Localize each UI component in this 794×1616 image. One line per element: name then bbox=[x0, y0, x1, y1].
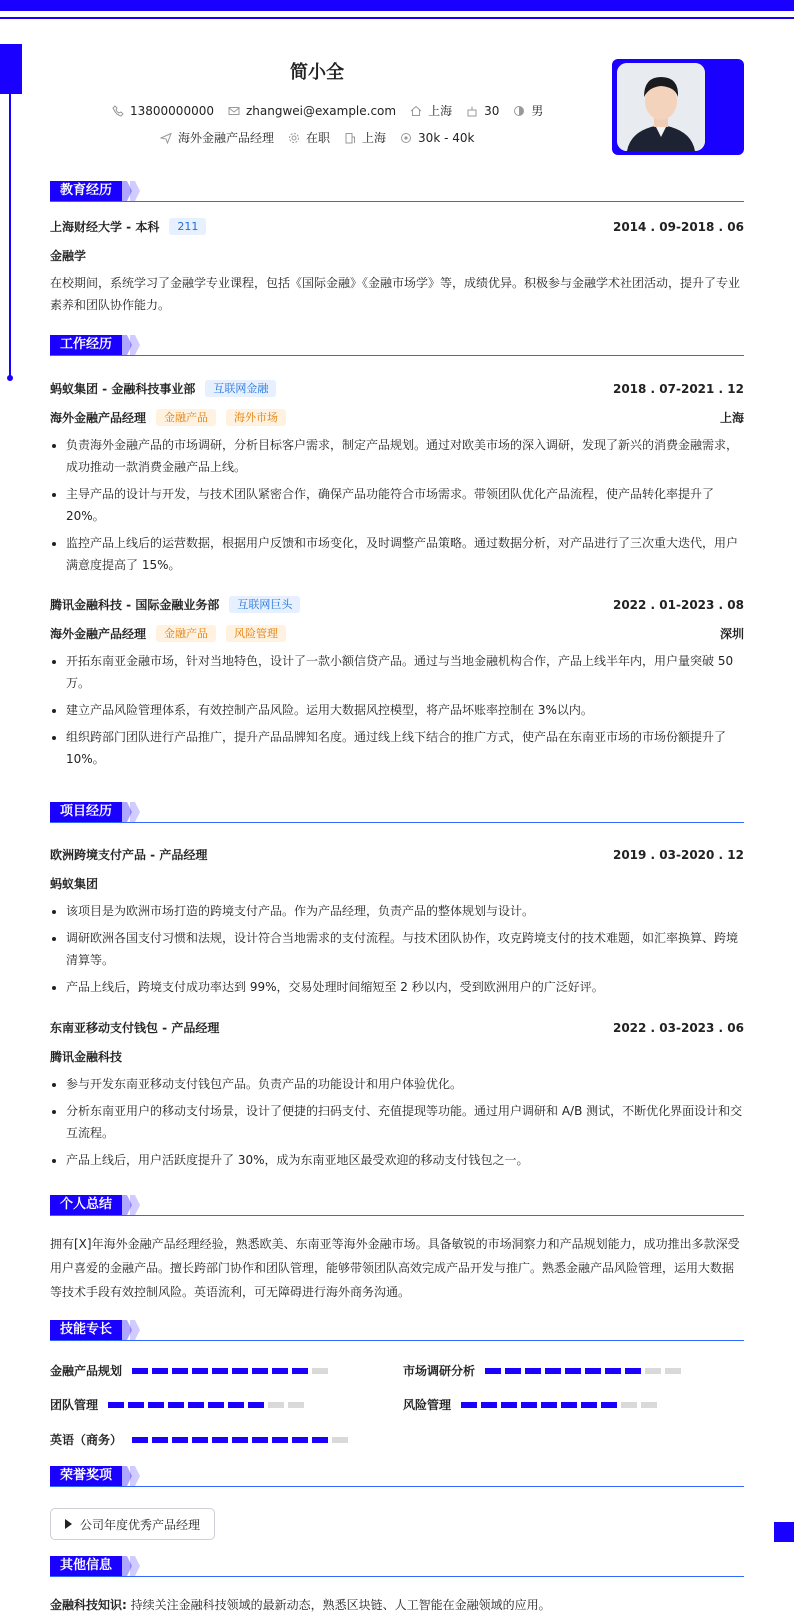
contact-row bbox=[112, 102, 557, 119]
skill-level-segment bbox=[288, 1402, 304, 1408]
skill-level-segment bbox=[332, 1437, 348, 1443]
corner-accent-block bbox=[774, 1522, 794, 1542]
position-tag: 金融产品 bbox=[156, 625, 216, 642]
skill-level-segment bbox=[152, 1437, 168, 1443]
section-other bbox=[50, 1556, 744, 1580]
skill-level-segment bbox=[541, 1402, 557, 1408]
skill-level-segment bbox=[252, 1368, 268, 1374]
list-item: 调研欧洲各国支付习惯和法规，设计符合当地需求的支付流程。与技术团队协作，攻克跨境支付的技术难题，如汇率换算、跨境清算等。 bbox=[50, 927, 744, 971]
list-item: 组织跨部门团队进行产品推广，提升产品品牌知名度。通过线上线下结合的推广方式，使产品在东南亚市场的市场份额提升了 10%。 bbox=[50, 726, 744, 770]
section-title: 荣誉奖项 bbox=[50, 1466, 122, 1486]
salary-item: 30k - 40k bbox=[400, 131, 474, 145]
education-major: 金融学 bbox=[50, 249, 87, 263]
skill-level-segment bbox=[108, 1402, 124, 1408]
skill-level-segment bbox=[152, 1368, 168, 1374]
skill-item bbox=[50, 1362, 332, 1379]
other-text: 持续关注金融科技领域的最新动态，熟悉区块链、人工智能在金融领域的应用。 bbox=[130, 1598, 551, 1612]
skill-level-segment bbox=[212, 1368, 228, 1374]
skill-item bbox=[403, 1362, 685, 1379]
city-item: 上海 bbox=[344, 129, 386, 146]
chevron-decoration bbox=[130, 1556, 140, 1576]
skill-level-segment bbox=[248, 1402, 264, 1408]
chevron-decoration bbox=[130, 1320, 140, 1340]
skill-level-segment bbox=[525, 1368, 541, 1374]
skill-level-segment bbox=[172, 1437, 188, 1443]
skill-level-segment bbox=[272, 1437, 288, 1443]
age-item: 30 bbox=[466, 104, 499, 118]
skill-level-bar bbox=[485, 1368, 685, 1374]
skill-name: 金融产品规划 bbox=[50, 1364, 123, 1378]
section-education bbox=[50, 181, 744, 205]
skill-level-segment bbox=[561, 1402, 577, 1408]
summary-text: 拥有[X]年海外金融产品经理经验，熟悉欧美、东南亚等海外金融市场。具备敏锐的市场洞察力和产品规划能力，成功推出多款深受用户喜爱的金融产品。擅长跨部门协作和团队管理，能够带领团队高效完成产品开发与推广。熟悉金融产品风险管理，运用大数据等技术手段有效控制风险。英语流利，可无障碍进行海外商务沟通。 bbox=[50, 1237, 740, 1299]
section-skills bbox=[50, 1320, 744, 1344]
skill-level-segment bbox=[625, 1368, 641, 1374]
skill-level-segment bbox=[232, 1437, 248, 1443]
work-item-2-header bbox=[50, 596, 744, 613]
phone-item: 13800000000 bbox=[112, 104, 214, 118]
list-item: 产品上线后，用户活跃度提升了 30%，成为东南亚地区最受欢迎的移动支付钱包之一。 bbox=[50, 1149, 744, 1171]
other-info bbox=[50, 1596, 551, 1613]
skill-level-bar bbox=[108, 1402, 308, 1408]
skill-level-segment bbox=[208, 1402, 224, 1408]
list-item: 产品上线后，跨境支付成功率达到 99%，交易处理时间缩短至 2 秒以内，受到欧洲用户的广泛好评。 bbox=[50, 976, 744, 998]
work-date: 2022 . 01-2023 . 08 bbox=[612, 597, 744, 612]
list-item: 开拓东南亚金融市场，针对当地特色，设计了一款小额信贷产品。通过与当地金融机构合作，产品上线半年内，用户量突破 50 万。 bbox=[50, 650, 744, 694]
list-item: 建立产品风险管理体系，有效控制产品风险。运用大数据风控模型，将产品坏账率控制在 3%以内。 bbox=[50, 699, 744, 721]
position-title: 海外金融产品经理 bbox=[50, 627, 147, 641]
school-tag: 211 bbox=[169, 218, 206, 235]
section-title: 工作经历 bbox=[50, 335, 122, 355]
section-rule bbox=[50, 1215, 744, 1216]
section-title: 教育经历 bbox=[50, 181, 122, 201]
skill-level-segment bbox=[172, 1368, 188, 1374]
section-rule bbox=[50, 355, 744, 356]
skill-level-segment bbox=[292, 1368, 308, 1374]
position-title: 海外金融产品经理 bbox=[50, 411, 147, 425]
side-accent-dot bbox=[7, 375, 13, 381]
status-item: 在职 bbox=[288, 129, 330, 146]
skill-level-bar bbox=[132, 1368, 332, 1374]
skill-level-segment bbox=[481, 1402, 497, 1408]
skill-level-bar bbox=[461, 1402, 661, 1408]
building-icon bbox=[344, 132, 356, 144]
skill-level-segment bbox=[501, 1402, 517, 1408]
education-date: 2014 . 09-2018 . 06 bbox=[612, 219, 744, 234]
skill-level-segment bbox=[168, 1402, 184, 1408]
list-item: 主导产品的设计与开发，与技术团队紧密合作，确保产品功能符合市场需求。带领团队优化产品流程，使产品转化率提升了 20%。 bbox=[50, 483, 744, 527]
skill-level-segment bbox=[268, 1402, 284, 1408]
project-date: 2019 . 03-2020 . 12 bbox=[612, 847, 744, 862]
education-desc: 在校期间，系统学习了金融学专业课程，包括《国际金融》《金融市场学》等，成绩优异。积极参与金融学术社团活动，提升了专业素养和团队协作能力。 bbox=[50, 276, 741, 312]
skill-level-segment bbox=[585, 1368, 601, 1374]
skill-level-segment bbox=[312, 1368, 328, 1374]
section-rule bbox=[50, 1576, 744, 1577]
gear-icon bbox=[288, 132, 300, 144]
skill-level-segment bbox=[461, 1402, 477, 1408]
side-accent-line bbox=[9, 94, 11, 378]
company-tag: 互联网巨头 bbox=[229, 596, 300, 613]
project-org: 蚂蚁集团 bbox=[50, 877, 99, 891]
work-item-1-bullets bbox=[50, 434, 744, 581]
skill-level-segment bbox=[188, 1402, 204, 1408]
section-title: 个人总结 bbox=[50, 1195, 122, 1215]
skill-level-segment bbox=[605, 1368, 621, 1374]
gender-icon bbox=[513, 105, 525, 117]
skill-level-segment bbox=[665, 1368, 681, 1374]
list-item: 该项目是为欧洲市场打造的跨境支付产品。作为产品经理，负责产品的整体规划与设计。 bbox=[50, 900, 744, 922]
section-title: 其他信息 bbox=[50, 1556, 122, 1576]
skill-level-segment bbox=[148, 1402, 164, 1408]
skill-level-bar bbox=[132, 1437, 352, 1443]
chevron-decoration bbox=[130, 181, 140, 201]
company-name: 蚂蚁集团 - 金融科技事业部 bbox=[50, 382, 196, 396]
skill-level-segment bbox=[565, 1368, 581, 1374]
money-icon bbox=[400, 132, 412, 144]
chevron-decoration bbox=[130, 802, 140, 822]
home-icon bbox=[410, 105, 422, 117]
skill-level-segment bbox=[132, 1368, 148, 1374]
skill-level-segment bbox=[312, 1437, 328, 1443]
project-name: 欧洲跨境支付产品 - 产品经理 bbox=[50, 848, 208, 862]
gender-item: 男 bbox=[513, 102, 543, 119]
section-projects bbox=[50, 802, 744, 826]
position-tag: 海外市场 bbox=[226, 409, 286, 426]
work-item-2-bullets bbox=[50, 650, 744, 775]
section-rule bbox=[50, 1340, 744, 1341]
skill-item bbox=[50, 1431, 352, 1448]
skill-name: 市场调研分析 bbox=[403, 1364, 476, 1378]
chevron-decoration bbox=[130, 335, 140, 355]
section-rule bbox=[50, 201, 744, 202]
skill-level-segment bbox=[132, 1437, 148, 1443]
skill-name: 团队管理 bbox=[50, 1398, 99, 1412]
project-org: 腾讯金融科技 bbox=[50, 1050, 123, 1064]
email-item: zhangwei@example.com bbox=[228, 104, 396, 118]
list-item: 分析东南亚用户的移动支付场景，设计了便捷的扫码支付、充值提现等功能。通过用户调研和 A/B 测试，不断优化界面设计和交互流程。 bbox=[50, 1100, 744, 1144]
position-tag: 金融产品 bbox=[156, 409, 216, 426]
position-tag: 风险管理 bbox=[226, 625, 286, 642]
candidate-name: 简小全 bbox=[290, 62, 344, 83]
work-date: 2018 . 07-2021 . 12 bbox=[612, 381, 744, 396]
project-item-2-header bbox=[50, 1019, 744, 1036]
school-name: 上海财经大学 - 本科 bbox=[50, 220, 160, 234]
other-label: 金融科技知识: bbox=[50, 1598, 127, 1612]
chevron-decoration bbox=[130, 1466, 140, 1486]
skill-level-segment bbox=[192, 1368, 208, 1374]
section-title: 项目经历 bbox=[50, 802, 122, 822]
work-item-1-header bbox=[50, 380, 744, 397]
mail-icon bbox=[228, 105, 240, 117]
top-accent-bar bbox=[0, 0, 794, 11]
skill-level-segment bbox=[601, 1402, 617, 1408]
project-date: 2022 . 03-2023 . 06 bbox=[612, 1020, 744, 1035]
skill-level-segment bbox=[545, 1368, 561, 1374]
chevron-decoration bbox=[130, 1195, 140, 1215]
company-name: 腾讯金融科技 - 国际金融业务部 bbox=[50, 598, 220, 612]
project-item-1-bullets bbox=[50, 900, 744, 1003]
skill-level-segment bbox=[212, 1437, 228, 1443]
project-name: 东南亚移动支付钱包 - 产品经理 bbox=[50, 1021, 220, 1035]
skill-level-segment bbox=[228, 1402, 244, 1408]
skill-level-segment bbox=[272, 1368, 288, 1374]
skill-level-segment bbox=[292, 1437, 308, 1443]
list-item: 监控产品上线后的运营数据，根据用户反馈和市场变化，及时调整产品策略。通过数据分析，对产品进行了三次重大迭代，用户满意度提高了 15%。 bbox=[50, 532, 744, 576]
award-label: 公司年度优秀产品经理 bbox=[80, 1517, 201, 1532]
location-item: 上海 bbox=[410, 102, 452, 119]
project-item-2-bullets bbox=[50, 1073, 744, 1176]
company-tag: 互联网金融 bbox=[205, 380, 276, 397]
send-icon bbox=[160, 132, 172, 144]
section-rule bbox=[50, 1486, 744, 1487]
skill-level-segment bbox=[128, 1402, 144, 1408]
project-item-1-header bbox=[50, 846, 744, 863]
section-work bbox=[50, 335, 744, 359]
phone-icon bbox=[112, 105, 124, 117]
work-item-2-position bbox=[50, 625, 744, 642]
section-rule bbox=[50, 822, 744, 823]
skill-level-segment bbox=[485, 1368, 501, 1374]
section-title: 技能专长 bbox=[50, 1320, 122, 1340]
skill-level-segment bbox=[521, 1402, 537, 1408]
intent-row bbox=[160, 129, 488, 146]
work-item-1-position bbox=[50, 409, 744, 426]
list-item: 负责海外金融产品的市场调研，分析目标客户需求，制定产品规划。通过对欧美市场的深入调研，发现了新兴的消费金融需求，成功推动一款消费金融产品上线。 bbox=[50, 434, 744, 478]
skill-level-segment bbox=[581, 1402, 597, 1408]
skill-item bbox=[50, 1396, 308, 1413]
section-awards bbox=[50, 1466, 744, 1490]
age-icon bbox=[466, 105, 478, 117]
skill-level-segment bbox=[252, 1437, 268, 1443]
skill-item bbox=[403, 1396, 661, 1413]
work-city: 深圳 bbox=[719, 627, 744, 641]
list-item: 参与开发东南亚移动支付钱包产品。负责产品的功能设计和用户体验优化。 bbox=[50, 1073, 744, 1095]
skill-name: 风险管理 bbox=[403, 1398, 452, 1412]
award-item[interactable] bbox=[50, 1508, 215, 1540]
education-header bbox=[50, 218, 744, 235]
job-intent-item: 海外金融产品经理 bbox=[160, 129, 274, 146]
skill-level-segment bbox=[505, 1368, 521, 1374]
skill-level-segment bbox=[232, 1368, 248, 1374]
side-accent-block bbox=[0, 44, 22, 94]
avatar bbox=[617, 63, 705, 151]
skill-level-segment bbox=[621, 1402, 637, 1408]
skill-level-segment bbox=[641, 1402, 657, 1408]
section-summary bbox=[50, 1195, 744, 1219]
skill-level-segment bbox=[645, 1368, 661, 1374]
triangle-right-icon bbox=[65, 1519, 72, 1529]
top-accent-line bbox=[0, 17, 794, 19]
skill-name: 英语（商务） bbox=[50, 1433, 123, 1447]
skill-level-segment bbox=[192, 1437, 208, 1443]
work-city: 上海 bbox=[719, 411, 744, 425]
